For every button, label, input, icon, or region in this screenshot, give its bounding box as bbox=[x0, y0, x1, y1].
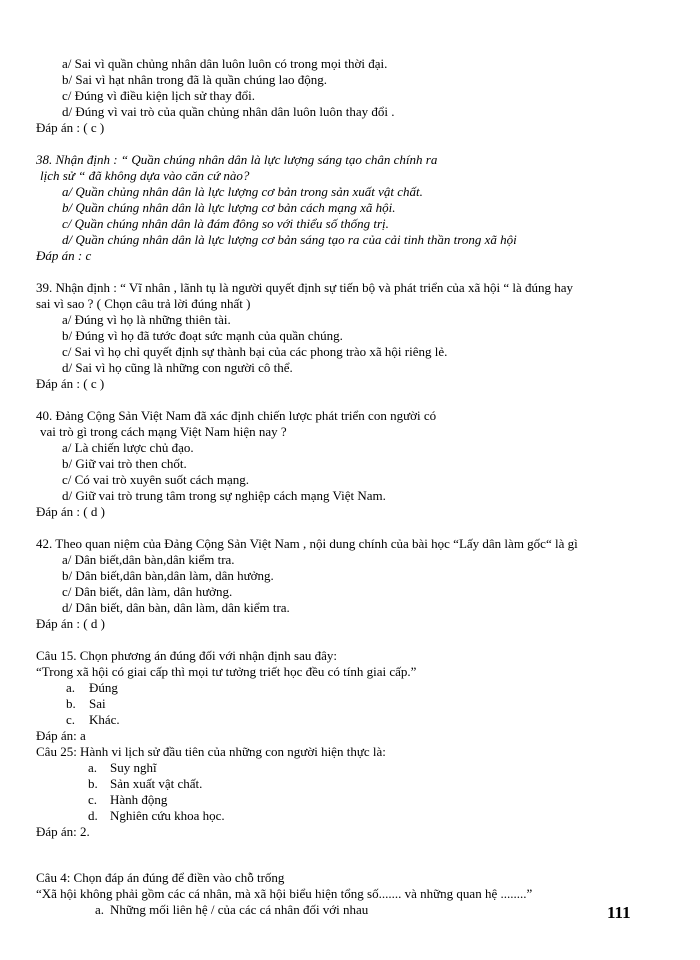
option-a: a/ Đúng vì họ là những thiên tài. bbox=[62, 312, 231, 327]
option-d: d/ Dân biết, dân bàn, dân làm, dân kiểm tra. bbox=[62, 600, 290, 615]
option-text: Hành động bbox=[110, 792, 168, 807]
option-c: c/ Sai vì họ chỉ quyết định sự thành bại của các phong trào xã hội riêng lẻ. bbox=[62, 344, 448, 359]
option-a: a/ Sai vì quần chủng nhân dân luôn luôn có trong mọi thời đại. bbox=[62, 56, 388, 71]
answer-text: Đáp án: a bbox=[36, 728, 86, 743]
answer-text: Đáp án : ( d ) bbox=[36, 504, 105, 519]
option-text: Sai bbox=[89, 696, 106, 711]
option-text: Suy nghĩ bbox=[110, 760, 157, 775]
option-a: a/ Dân biết,dân bàn,dân kiểm tra. bbox=[62, 552, 235, 567]
option-marker: d. bbox=[88, 808, 98, 823]
answer-text: Đáp án: 2. bbox=[36, 824, 90, 839]
option-b: b/ Đúng vì họ đã tước đoạt sức mạnh của quần chúng. bbox=[62, 328, 343, 343]
question-42-line-1: 42. Theo quan niệm của Đảng Cộng Sản Việt Nam , nội dung chính của bài học “Lấy dân làm gốc“ là gì bbox=[36, 536, 578, 551]
question-39-line-2: sai vì sao ? ( Chọn câu trả lời đúng nhất ) bbox=[36, 296, 251, 311]
answer-text: Đáp án : ( c ) bbox=[36, 120, 105, 135]
question-15-line-2: “Trong xã hội có giai cấp thì mọi tư tưởng triết học đều có tính giai cấp.” bbox=[36, 664, 417, 679]
option-c: c/ Có vai trò xuyên suốt cách mạng. bbox=[62, 472, 250, 487]
option-d: d/ Giữ vai trò trung tâm trong sự nghiệp cách mạng Việt Nam. bbox=[62, 488, 386, 503]
option-marker: a. bbox=[95, 902, 105, 917]
option-text: Nghiên cứu khoa học. bbox=[110, 808, 225, 823]
option-marker: c. bbox=[66, 712, 76, 727]
option-text: Khác. bbox=[89, 712, 120, 727]
question-4-line-2: “Xã hội không phải gồm các cá nhân, mà xã hội biểu hiện tổng số....... và những quan hệ ........” bbox=[36, 886, 533, 901]
option-c: c/ Dân biết, dân làm, dân hưởng. bbox=[62, 584, 233, 599]
option-d: d/ Đúng vì vai trò của quần chủng nhân dân luôn luôn thay đổi . bbox=[62, 104, 395, 119]
option-text: Sản xuất vật chất. bbox=[110, 776, 203, 791]
option-b: b/ Giữ vai trò then chốt. bbox=[62, 456, 187, 471]
question-15-line-1: Câu 15. Chọn phương án đúng đối với nhận định sau đây: bbox=[36, 648, 337, 663]
question-38-line-1: 38. Nhận định : “ Quần chúng nhân dân là lực lượng sáng tạo chân chính ra bbox=[36, 152, 438, 167]
option-c: c/ Đúng vì điều kiện lịch sử thay đổi. bbox=[62, 88, 255, 103]
option-b: b/ Dân biết,dân bàn,dân làm, dân hưởng. bbox=[62, 568, 274, 583]
option-d: d/ Sai vì họ cũng là những con người cô thể. bbox=[62, 360, 293, 375]
answer-text: Đáp án : ( c ) bbox=[36, 376, 105, 391]
option-b: b/ Quần chúng nhân dân là lực lượng cơ bản cách mạng xã hội. bbox=[62, 200, 396, 215]
option-marker: a. bbox=[88, 760, 98, 775]
option-text: Những mối liên hệ / của các cá nhân đối với nhau bbox=[110, 902, 369, 917]
option-a: a/ Là chiến lược chủ đạo. bbox=[62, 440, 194, 455]
answer-text: Đáp án : ( d ) bbox=[36, 616, 105, 631]
question-39-line-1: 39. Nhận định : “ Vĩ nhân , lãnh tụ là người quyết định sự tiến bộ và phát triển của xã hội “ là đúng hay bbox=[36, 280, 574, 295]
answer-text: Đáp án : c bbox=[36, 248, 92, 263]
option-marker: b. bbox=[66, 696, 76, 711]
question-40-line-2: vai trò gì trong cách mạng Việt Nam hiện nay ? bbox=[40, 424, 287, 439]
question-40-line-1: 40. Đảng Cộng Sản Việt Nam đã xác định chiến lược phát triển con người có bbox=[36, 408, 437, 423]
page-number: 111 bbox=[607, 903, 631, 922]
option-a: a/ Quần chủng nhân dân là lực lượng cơ bản trong sản xuất vật chất. bbox=[62, 184, 423, 199]
option-d: d/ Quần chúng nhân dân là lực lượng cơ bản sáng tạo ra của cải tinh thần trong xã hội bbox=[62, 232, 517, 247]
option-b: b/ Sai vì hạt nhân trong đã là quần chúng lao động. bbox=[62, 72, 328, 87]
question-25-line-1: Câu 25: Hành vi lịch sử đầu tiên của những con người hiện thực là: bbox=[36, 744, 386, 759]
option-marker: c. bbox=[88, 792, 98, 807]
question-4-line-1: Câu 4: Chọn đáp án đúng để điền vào chỗ trống bbox=[36, 870, 285, 885]
option-marker: b. bbox=[88, 776, 98, 791]
option-marker: a. bbox=[66, 680, 76, 695]
option-text: Đúng bbox=[89, 680, 118, 695]
option-c: c/ Quần chúng nhân dân là đám đông so với thiểu số thống trị. bbox=[62, 216, 389, 231]
question-38-line-2: lịch sử “ đã không dựa vào căn cứ nào? bbox=[40, 168, 250, 183]
